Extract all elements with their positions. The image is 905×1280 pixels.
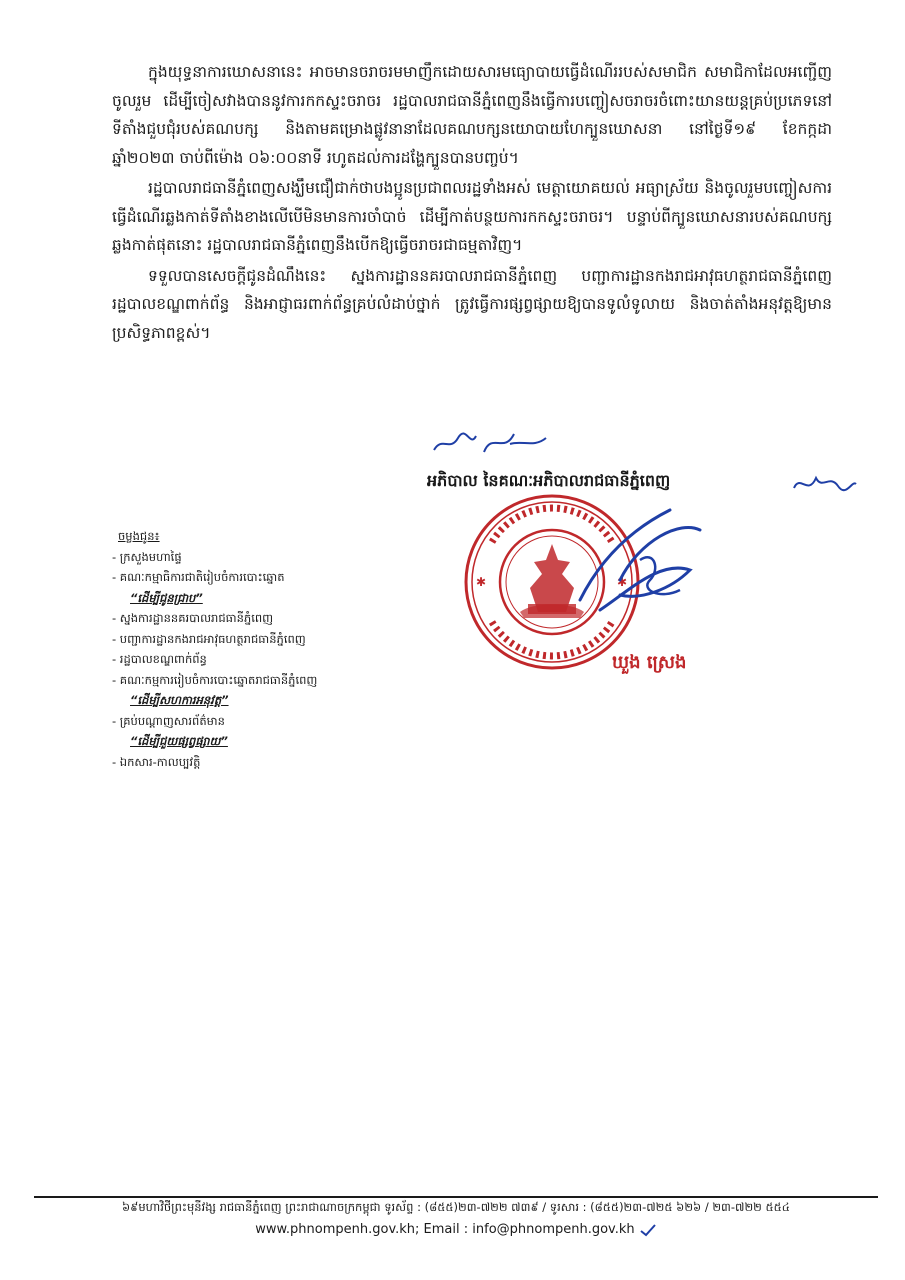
check-mark-icon xyxy=(639,1223,657,1237)
recipient-purpose: “ដើម្បីសហការអនុវត្ត” xyxy=(130,693,229,707)
signatory-title: អភិបាល នៃគណៈអភិបាលរាជធានីភ្នំពេញ xyxy=(427,471,671,490)
recipient-item: - បញ្ជាការដ្ឋានកងរាជអាវុធហត្ថរាជធានីភ្នំពេញ xyxy=(112,631,306,646)
title-initials xyxy=(790,470,860,498)
recipient-purpose: “ដើម្បីជួយផ្សព្វផ្សាយ” xyxy=(130,734,228,748)
paragraph-3: ទទួលបានសេចក្ដីជូនដំណឹងនេះ ស្នងការដ្ឋាននគរបាលរាជធានីភ្នំពេញ បញ្ជាការដ្ឋានកងរាជអាវុធហត្ថរាជធានីភ្នំពេញ រដ្ឋបាលខណ្ឌពាក់ព័ន្ធ និងអាជ្ញាធរពាក់ព័ន្ធគ្រប់លំដាប់ថ្នាក់ ត្រូវធ្វើការផ្សព្វផ្សាយឱ្យបានទូលំទូលាយ និងចាត់តាំងអនុវត្តឱ្យមានប្រសិទ្ធភាពខ្ពស់។ xyxy=(112,266,832,342)
recipients-heading: ចម្លងជូន៖ xyxy=(118,529,160,543)
recipient-item: - ក្រសួងមហាផ្ទៃ xyxy=(112,549,182,564)
letter-body xyxy=(112,58,832,349)
footer-divider xyxy=(34,1196,878,1198)
svg-text:✱: ✱ xyxy=(617,575,628,589)
svg-text:✱: ✱ xyxy=(476,575,487,589)
recipient-item: - ស្នងការដ្ឋាននគរបាលរាជធានីភ្នំពេញ xyxy=(112,611,274,625)
recipients-list xyxy=(112,526,412,772)
footer-web-email[interactable]: www.phnompenh.gov.kh; Email : info@phnompenh.gov.kh xyxy=(255,1222,635,1237)
paragraph-1: ក្នុងយុទ្ធនាការឃោសនានេះ អាចមានចរាចរមមាញឹកដោយសារមធ្យោបាយធ្វើដំណើររបស់សមាជិក សមាជិកាដែលអញ្ជើញចូលរួម ដើម្បីចៀសវាងបាននូវការកកស្ទះចរាចរ រដ្ឋបាលរាជធានីភ្នំពេញនឹងធ្វើការបញ្ចៀសចរាចរចំពោះយានយន្តគ្រប់ប្រភេទនៅទីតាំងជួបជុំរបស់គណបក្ស និងតាមគម្រោងផ្លូវនានាដែលគណបក្សនយោបាយហែក្បួនឃោសនា នៅថ្ងៃទី១៩ ខែកក្កដា ឆ្នាំ២០២៣ ចាប់ពីម៉ោង ០៦:០០នាទី រហូតដល់ការដង្ហែក្បួនបានបញ្ចប់។ xyxy=(112,63,832,167)
signatory-name: ឃួង ស្រេង xyxy=(612,652,687,673)
recipient-item: - គណៈកម្មការរៀបចំការបោះឆ្នោតរាជធានីភ្នំពេញ xyxy=(112,672,318,687)
recipient-item: - រដ្ឋបាលខណ្ឌពាក់ព័ន្ធ xyxy=(112,652,207,666)
footer-contact xyxy=(34,1222,878,1237)
footer-address: ៦៩មហាវិថីព្រះមុនីវង្ស រាជធានីភ្នំពេញ ព្រះរាជាណាចក្រកម្ពុជា ទូរស័ព្ទ : (៨៥៥)២៣-៧២២ ៧៣៩ / ទូរសារ : (៨៥៥)២៣-៧២៥ ៦២៦ / ២៣-៧២២ ៥៥៤ xyxy=(122,1200,790,1214)
recipient-item: - គ្រប់បណ្ដាញសារព័ត៌មាន xyxy=(112,713,225,728)
handwritten-initials xyxy=(430,428,590,458)
paragraph-2: រដ្ឋបាលរាជធានីភ្នំពេញសង្ឃឹមជឿជាក់ថាបងប្អូនប្រជាពលរដ្ឋទាំងអស់ មេត្តាយោគយល់ អធ្យាស្រ័យ និងចូលរួមបញ្ចៀសការធ្វើដំណើរឆ្លងកាត់ទីតាំងខាងលើបើមិនមានការចាំបាច់ ដើម្បីកាត់បន្ថយការកកស្ទះចរាចរ។ បន្ទាប់ពីក្បួនឃោសនារបស់គណបក្សឆ្លងកាត់ផុតនោះ រដ្ឋបាលរាជធានីភ្នំពេញនឹងបើកឱ្យធ្វើចរាចរជាធម្មតាវិញ។ xyxy=(112,179,832,254)
handwritten-signature xyxy=(560,500,720,620)
recipient-purpose: “ដើម្បីជូនជ្រាប” xyxy=(130,590,203,605)
recipient-item: - គណៈកម្មាធិការជាតិរៀបចំការបោះឆ្នោត xyxy=(112,570,285,584)
recipient-item: - ឯកសារ-កាលប្បវត្តិ xyxy=(112,754,201,769)
